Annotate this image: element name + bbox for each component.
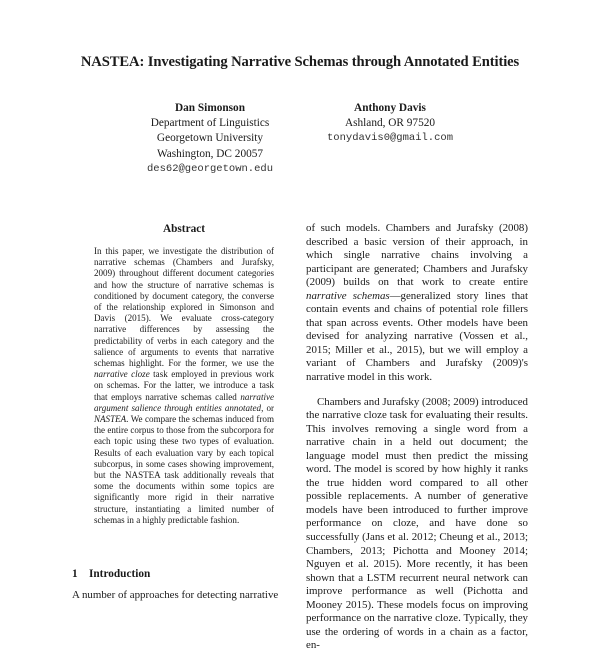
abstract-body (94, 246, 274, 526)
author-affiliation: Georgetown University (156, 132, 264, 145)
author-name: Dan Simonson (174, 102, 245, 114)
abstract-term-nastea-expansion: narrative argument salience through entities annotated (94, 391, 274, 413)
section-number: 1 (72, 568, 78, 580)
body-paragraph: Chambers and Jurafsky (2008; 2009) introduced the narrative cloze task for evaluating their results. This involves removing a single word from a narrative chain in a held out document; the language model must then predict the missing word. The model is scored by how highly it ranks the true hidden word compared to all other possible replacements. A number of generative models have been introduced to further improve performance on cloze, and have done so successfully (Jans et al. 2012; Cheung et al., 2013; Chambers, 2013; Pichotta and Mooney 2014; Nguyen et al. 2015). More recently, it has been shown that a LSTM recurrent neural network can improve performance as well (Pichotta and Mooney 2015). These models focus on improving performance on the narrative cloze. Typically, they use the ordering of words in a chain as a factor, en- (306, 395, 528, 652)
body-text: —generalized story lines that contain events and chains of potential role fillers that span across events. Other models have been devised for analyzing narrative (Vossen et al., 2015; Miller et al., 2015), but we will employ a variant of Chambers and Jurafsky (2009)'s narrative model in this work. (306, 289, 528, 384)
body-text: of such models. Chambers and Jurafsky (2008) described a basic version of their approach, in which single narrative chains involving a participant are generated; Chambers and Jurafsky (2009) builds on that work to create entire (306, 222, 528, 289)
section-heading-introduction (72, 568, 150, 580)
author-block-davis (290, 101, 490, 147)
abstract-term-narrative-cloze: narrative cloze (94, 369, 150, 380)
abstract-heading: Abstract (162, 223, 206, 235)
abstract-paragraph (94, 246, 274, 526)
author-email: tonydavis0@gmail.com (326, 132, 454, 145)
author-name: Anthony Davis (354, 102, 426, 114)
paper-title: NASTEA: Investigating Narrative Schemas through Annotated Entities (80, 54, 520, 70)
abstract-text: . We compare the schemas induced from the entire corpus to those from the subcorpora for each topic using these two types of evaluation. Results of each evaluation vary by each topical subcorpus, in some cases showing improvement, but the NASTEA task additionally reveals that some the documents within some topics are significantly more rigid in their narrative structure, instantiating a limited number of schemas in a highly predictable fashion. (94, 414, 274, 525)
author-block-simonson (110, 101, 310, 177)
body-term-narrative-schemas: narrative schemas (306, 289, 390, 302)
abstract-term-nastea: NASTEA (94, 414, 127, 425)
author-email: des62@georgetown.edu (146, 162, 274, 175)
abstract-text: In this paper, we investigate the distribution of narrative schemas (Chambers and Jurafsky, 2009) throughout different document categories and how the structure of narrative schemas is conditioned by document category, the converse of the relationship explored in Simonson and Davis (2015). We evaluate cross-category narrative differences by assessing the predictability of verbs in each category and the salience of arguments to events that narrative schemas highlight. For the former, we use the (94, 246, 274, 369)
body-paragraph (306, 222, 528, 385)
section-title: Introduction (89, 568, 151, 580)
abstract-text: task employed in previous work on schemas. For the latter, we introduce a task that employs narrative schemas called (94, 369, 274, 402)
abstract-text: , or (261, 402, 274, 413)
author-affiliation: Department of Linguistics (150, 117, 270, 130)
introduction-first-line: A number of approaches for detecting narrative (72, 589, 279, 601)
author-address: Washington, DC 20057 (156, 147, 264, 160)
author-address: Ashland, OR 97520 (344, 117, 436, 130)
right-column (306, 222, 528, 653)
